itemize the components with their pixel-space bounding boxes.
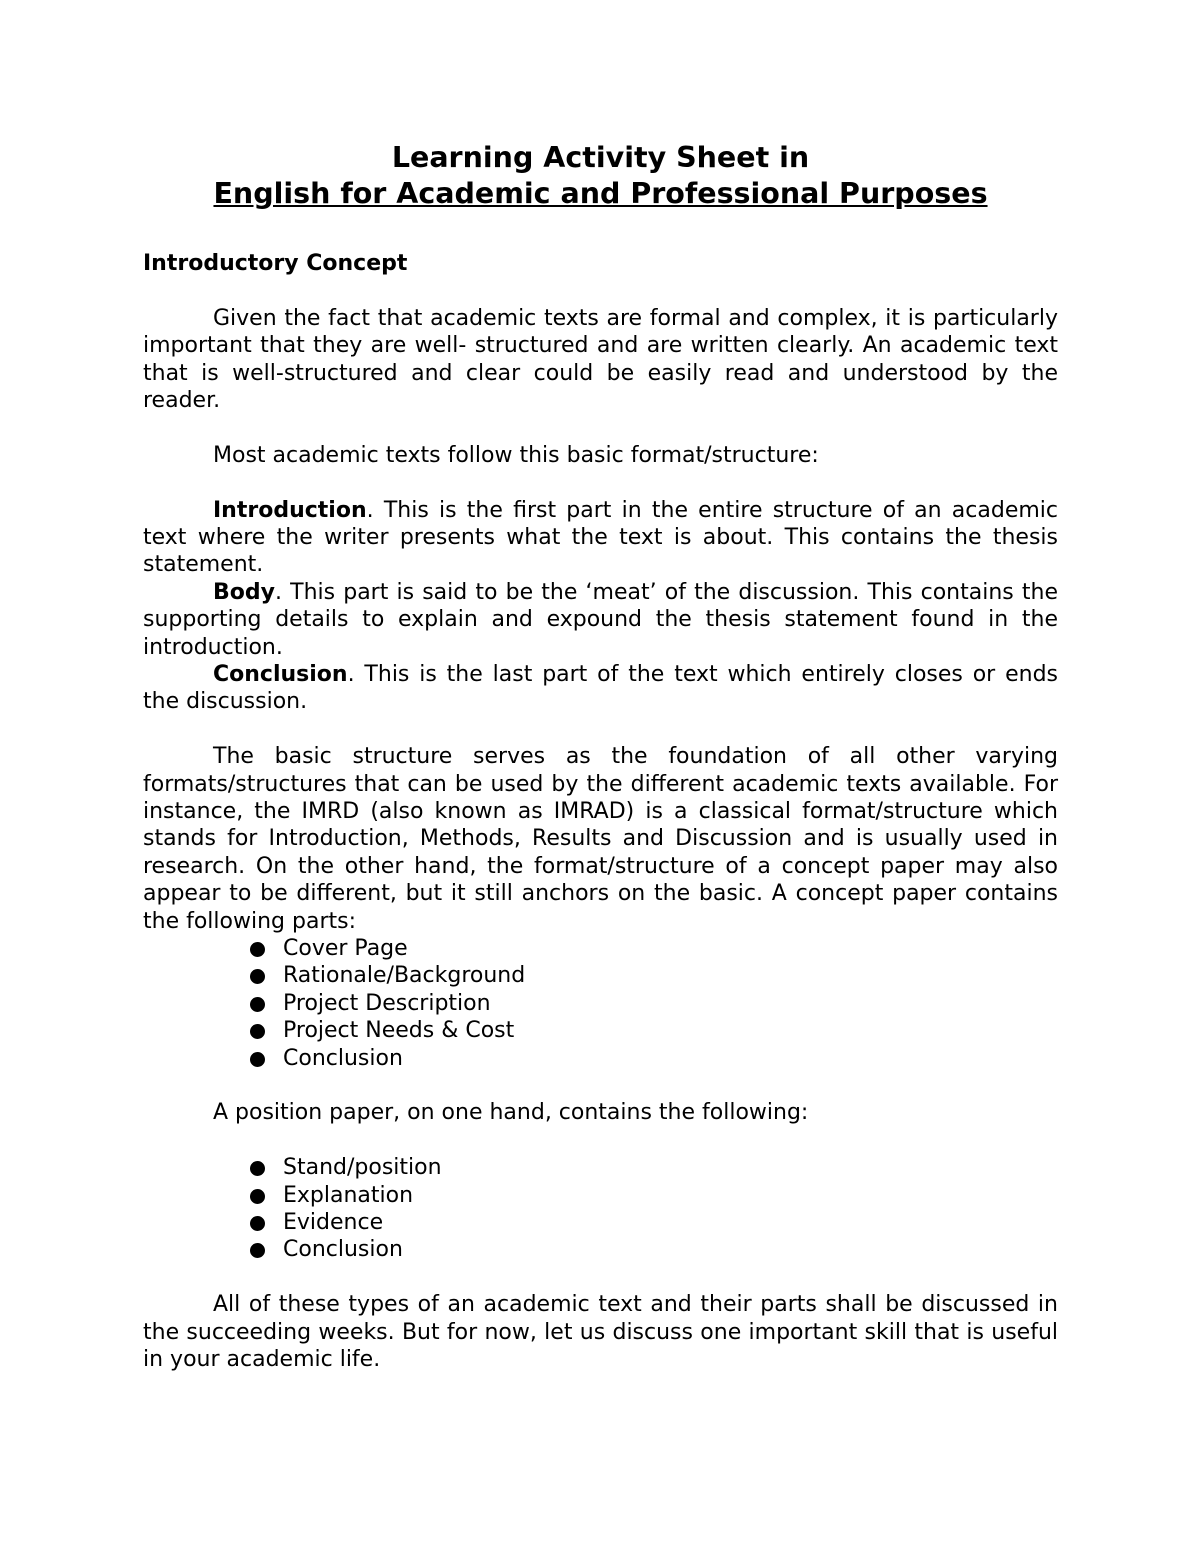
list-item (143, 1154, 1058, 1181)
title-line-2: English for Academic and Professional Purposes (213, 177, 988, 210)
list-item-label: Project Description (283, 990, 491, 1016)
part-description: . This is the first part in the entire structure of an academic text where the writer presents what the text is about. This contains the thesis statement. (143, 497, 1058, 578)
bullet-icon (250, 1216, 265, 1231)
bullet-icon (250, 1052, 265, 1067)
list-item (143, 1182, 1058, 1209)
section-heading: Introductory Concept (143, 251, 408, 276)
structure-paragraph: The basic structure serves as the foundation of all other varying formats/structures that can be used by the different academic texts available. For instance, the IMRD (also known as IMRAD) is a classical format/structure which stands for Introduction, Methods, Results and Discussion and is usually used in research. On the other hand, the format/structure of a concept paper may also appear to be different, but it still anchors on the basic. A concept paper contains the following parts: (143, 744, 1058, 934)
bullet-icon (250, 1024, 265, 1039)
spacer (143, 1264, 1058, 1291)
bullet-icon (250, 1161, 265, 1176)
spacer (143, 1127, 1058, 1154)
bullet-icon (250, 969, 265, 984)
list-item-label: Explanation (283, 1182, 414, 1208)
document-title (143, 140, 1058, 212)
list-item-label: Rationale/Background (283, 963, 526, 989)
list-item (143, 1017, 1058, 1044)
list-item-label: Project Needs & Cost (283, 1018, 515, 1044)
bullet-icon (250, 1189, 265, 1204)
list-item-label: Conclusion (283, 1045, 403, 1071)
bullet-icon (250, 1243, 265, 1258)
list-item (143, 990, 1058, 1017)
bullet-icon (250, 997, 265, 1012)
spacer (143, 1072, 1058, 1099)
intro-paragraph: Given the fact that academic texts are formal and complex, it is particularly important that they are well- structured and are written clearly. An academic text that is well-structured and clear could be easily read and understood by the reader. (143, 305, 1058, 414)
closing-paragraph: All of these types of an academic text and their parts shall be discussed in the succeeding weeks. But for now, let us discuss one important skill that is useful in your academic life. (143, 1292, 1058, 1372)
spacer (143, 277, 1058, 304)
part-body (143, 579, 1058, 661)
part-term: Introduction (213, 497, 367, 523)
format-intro-paragraph: Most academic texts follow this basic format/structure: (213, 442, 819, 468)
part-conclusion (143, 661, 1058, 716)
list-item (143, 962, 1058, 989)
spacer (143, 716, 1058, 743)
title-line-1: Learning Activity Sheet in (391, 141, 810, 174)
list-item-label: Conclusion (283, 1237, 403, 1263)
part-description: . This is the last part of the text which entirely closes or ends the discussion. (143, 662, 1058, 715)
document-page (143, 140, 1058, 1373)
spacer (143, 414, 1058, 441)
concept-paper-parts-list (143, 935, 1058, 1072)
spacer (143, 469, 1058, 496)
position-paper-intro: A position paper, on one hand, contains the following: (213, 1100, 809, 1126)
part-term: Body (213, 579, 275, 605)
list-item-label: Evidence (283, 1210, 384, 1236)
part-introduction (143, 497, 1058, 579)
position-paper-parts-list (143, 1154, 1058, 1264)
part-term: Conclusion (213, 662, 348, 688)
list-item-label: Stand/position (283, 1155, 442, 1181)
list-item (143, 1236, 1058, 1263)
list-item (143, 935, 1058, 962)
list-item (143, 1209, 1058, 1236)
list-item-label: Cover Page (283, 936, 408, 962)
list-item (143, 1045, 1058, 1072)
bullet-icon (250, 942, 265, 957)
part-description: . This part is said to be the ‘meat’ of the discussion. This contains the supporting details to explain and expound the thesis statement found in the introduction. (143, 579, 1058, 660)
